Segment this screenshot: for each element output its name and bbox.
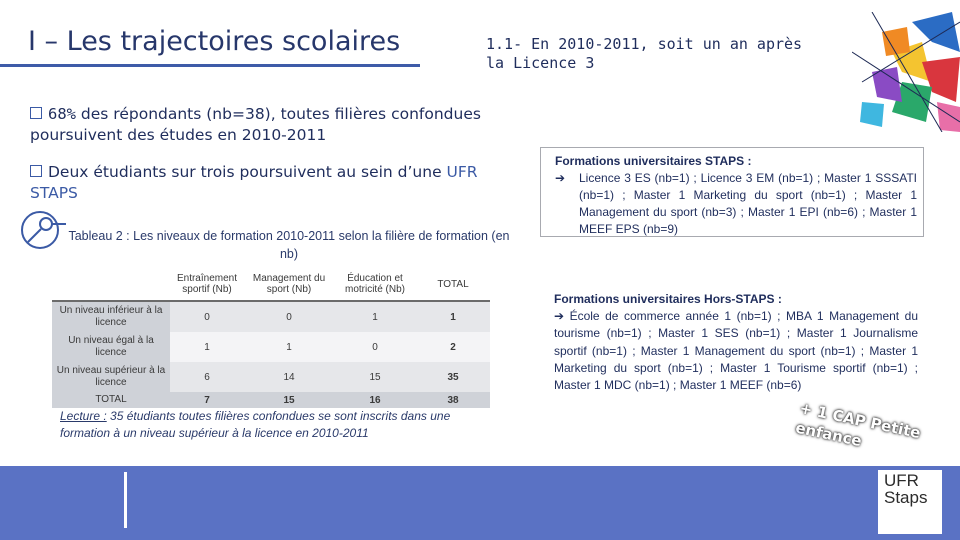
cap-note: + 1 CAP Petite enfance — [793, 398, 923, 451]
logo-line-ufr: UFR — [884, 471, 919, 490]
staps-list — [555, 170, 917, 238]
square-bullet-icon — [30, 165, 42, 177]
table-cell: 6 — [170, 362, 244, 392]
hors-staps-block — [554, 291, 918, 394]
footer-divider — [124, 472, 127, 528]
ufr-highlight: UFR STAPS — [30, 163, 478, 202]
column-header: Entraînement sportif (Nb) — [170, 268, 244, 301]
column-header: TOTAL — [416, 268, 490, 301]
respondents-percent: 68% — [48, 105, 76, 123]
column-header: Management du sport (Nb) — [244, 268, 334, 301]
arrow-right-icon: ➔ — [554, 309, 565, 324]
logo-text — [884, 472, 940, 506]
logo-line-staps: Staps — [884, 488, 928, 507]
table-cell: 1 — [170, 332, 244, 362]
table-cell-total: 1 — [416, 301, 490, 332]
row-label: Un niveau inférieur à la licence — [52, 301, 170, 332]
table-cell: 1 — [244, 332, 334, 362]
reading-note-label: Lecture : — [60, 409, 107, 423]
table-cell: 0 — [244, 301, 334, 332]
table-cell: 0 — [334, 332, 416, 362]
magnifier-circle-icon — [16, 206, 68, 254]
table-cell-total: 38 — [416, 392, 490, 408]
hors-staps-text: École de commerce année 1 (nb=1) ; MBA 1 Management du tourisme (nb=1) ; Master 1 SES (nb=1) ; Master 1 Journalisme sportif (nb=1) ; Master 1 Management du sport (nb=1) ; Master 1 Marketing du sport (nb=1) ; Master 1 Tourisme sportif (nb=1) ; Master 1 MDC (nb=1) ; Master 1 MEEF (nb=6) — [554, 309, 918, 393]
section-subtitle: 1.1- En 2010-2011, soit un an après la Licence 3 — [486, 35, 803, 72]
table-row — [52, 301, 490, 332]
table-cell: 14 — [244, 362, 334, 392]
hors-staps-heading: Formations universitaires Hors-STAPS : — [554, 292, 782, 306]
table-total-row — [52, 392, 490, 408]
row-label: Un niveau supérieur à la licence — [52, 362, 170, 392]
table-corner — [52, 268, 170, 301]
page-title: I – Les trajectoires scolaires — [28, 26, 401, 57]
table-cell-total: 35 — [416, 362, 490, 392]
bullet-text: des répondants (nb=38), toutes filières confondues poursuivent des études en 2010-2011 — [30, 105, 481, 144]
bullet-ufr — [30, 162, 520, 204]
column-header: Éducation et motricité (Nb) — [334, 268, 416, 301]
table-cell: 15 — [244, 392, 334, 408]
table-cell: 16 — [334, 392, 416, 408]
title-underline — [0, 64, 420, 67]
table-cell: 15 — [334, 362, 416, 392]
table-row — [52, 362, 490, 392]
hors-staps-list — [554, 308, 918, 394]
row-label: Un niveau égal à la licence — [52, 332, 170, 362]
decorative-graphic-icon — [852, 12, 960, 132]
table-cell: 7 — [170, 392, 244, 408]
table-cell: 0 — [170, 301, 244, 332]
staps-text: Licence 3 ES (nb=1) ; Licence 3 EM (nb=1) ; Master 1 SSSATI (nb=1) ; Master 1 Marketing du sport (nb=1) ; Master 1 Management du sport (nb=3) ; Master 1 EPI (nb=6) ; Master 1 MEEF EPS (nb=9) — [579, 171, 917, 236]
square-bullet-icon — [30, 107, 42, 119]
bullet-respondents — [30, 104, 530, 146]
reading-note — [60, 408, 480, 442]
row-label: TOTAL — [52, 392, 170, 408]
table-cell: 1 — [334, 301, 416, 332]
arrow-right-icon: ➔ — [555, 171, 566, 185]
bullet-text: Deux étudiants sur trois poursuivent au sein d’une — [48, 163, 447, 181]
footer-band — [0, 466, 960, 540]
table-header-row — [52, 268, 490, 301]
formation-table — [52, 268, 490, 408]
staps-heading: Formations universitaires STAPS : — [555, 154, 752, 168]
table-row — [52, 332, 490, 362]
table-caption: Tableau 2 : Les niveaux de formation 2010-2011 selon la filière de formation (en nb) — [68, 229, 510, 261]
staps-formations-box — [540, 147, 924, 237]
reading-note-text: 35 étudiants toutes filières confondues se sont inscrits dans une formation à un niveau supérieur à la licence en 2010-2011 — [60, 409, 451, 440]
table-cell-total: 2 — [416, 332, 490, 362]
